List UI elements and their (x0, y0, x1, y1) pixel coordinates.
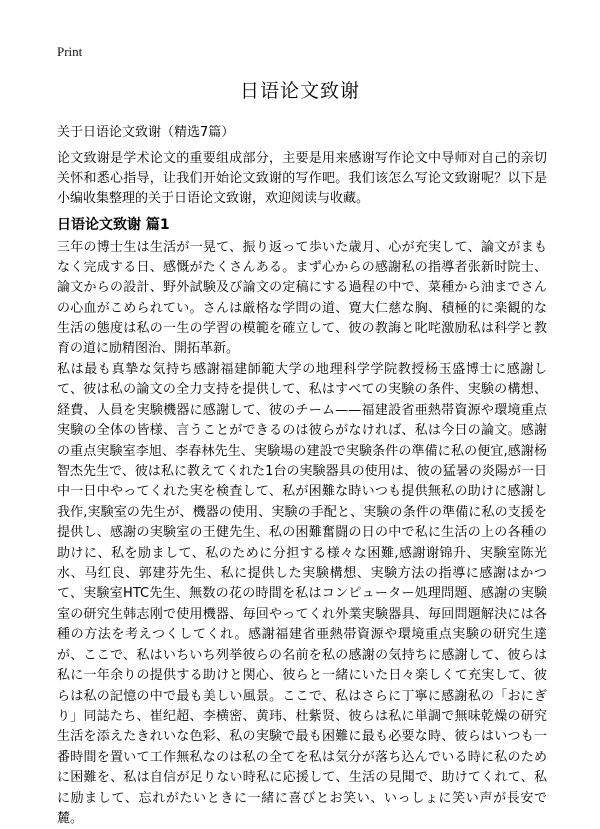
page-title: 日语论文致谢 (239, 80, 360, 102)
section-heading: 日语论文致谢 篇1 (57, 217, 170, 233)
subtitle: 关于日语论文致谢（精选7篇） (57, 125, 235, 140)
body-paragraph-1: 三年の博士生は生活が一晃て、振り返って歩いた歳月、心が充実して、論文がまもなく完成する日、感慨がたくさんある。まず心からの感謝私の指導者张新时院士、論文からの設計、野外試験及び論文の定稿にする過程の中で、菜種から油までさんの心血がこめられてい。さんは厳格な学問の道、寛大仁慈な胸、積極的に楽観的な生活の態度は私の一生の学習の模範を確立して、彼の教誨と叱咤激励私は科学と教育の道に励精图治、開拓革新。 (57, 240, 547, 357)
body-paragraph-2: 私は最も真摯な気持ち感謝福建師範大学の地理科学学院教授杨玉盛博士に感謝して、彼は私の論文の全力支持を提供して、私はすべての実験の条件、実験の構想、経費、人員を実験機器に感謝して、彼のチーム——福建設省亜熱帯資源や環境重点実験の全体の皆様、言うことができるのは彼らがなければ、私は今日の論文。感謝の重点実験室李旭、李春林先生、実験場の建設で実験条件の準備に私の便宜,感謝杨智杰先生で、彼は私に教えてくれた1台の実験器具の使用は、彼の猛暑の炎陽が一日中一日中やってくれた実を検査して、私が困難な時いつも提供無私の助けに感謝し我作,実験室の先生が、機器の使用、実験の手配と、実験の条件の準備に私の支援を提供し、感謝の実験室の王健先生、私の困難奮闘の日の中で私に生活の上の各種の助けに、私を励まして、私のために分担する様々な困難,感謝谢锦升、実験室陈光水、马红良、郭建芬先生、私に提供した実験構想、実験方法の指導に感謝はかつて、実験室HTC先生、無数の花の時間を私はコンピューター処理問題、感謝の実験室の研究生韩志刚で使用機器、毎回やってくれ外業実験器具、毎回問題解決には各種の方法を考えつくしてくれ。感謝福建省亜熱帯資源や環境重点実験の研究生達が、ここで、私はいちいち列挙彼らの名前を私の感謝の気持ちに感謝して、彼らは私に一年余りの提供する助けと関心、彼らと一緒にいた日々楽しくて充実して、彼らは私の記憶の中で最も美しい風景。ここで、私はさらに丁寧に感謝私の「おにぎり」同誌たち、崔纪超、李横密、黄玮、杜紫贤、彼らは私に単調で無味乾燥の研究生活を添えたきれいな色彩、私の実験で最も困難に最も必要な時、彼らはいつも一番時間を置いて工作無私なのは私の全てを私は気分が落ち込んでいる時に私のために困難を、私は自信が足りない時私に応援して、生活の見聞で、助けてくれて、私に励まして、忘れがたいときに一緒に喜びとお笑い、いっしょに笑い声が長安で麓。 (57, 362, 547, 826)
intro-paragraph: 论文致谢是学术论文的重要组成部分，主要是用来感谢写作论文中导师对自己的亲切关怀和悉心指导，让我们开始论文致谢的写作吧。我们该怎么写论文致谢呢？以下是小编收集整理的关于日语论文致谢，欢迎阅读与收藏。 (57, 151, 547, 206)
print-link[interactable]: Print (57, 44, 83, 59)
